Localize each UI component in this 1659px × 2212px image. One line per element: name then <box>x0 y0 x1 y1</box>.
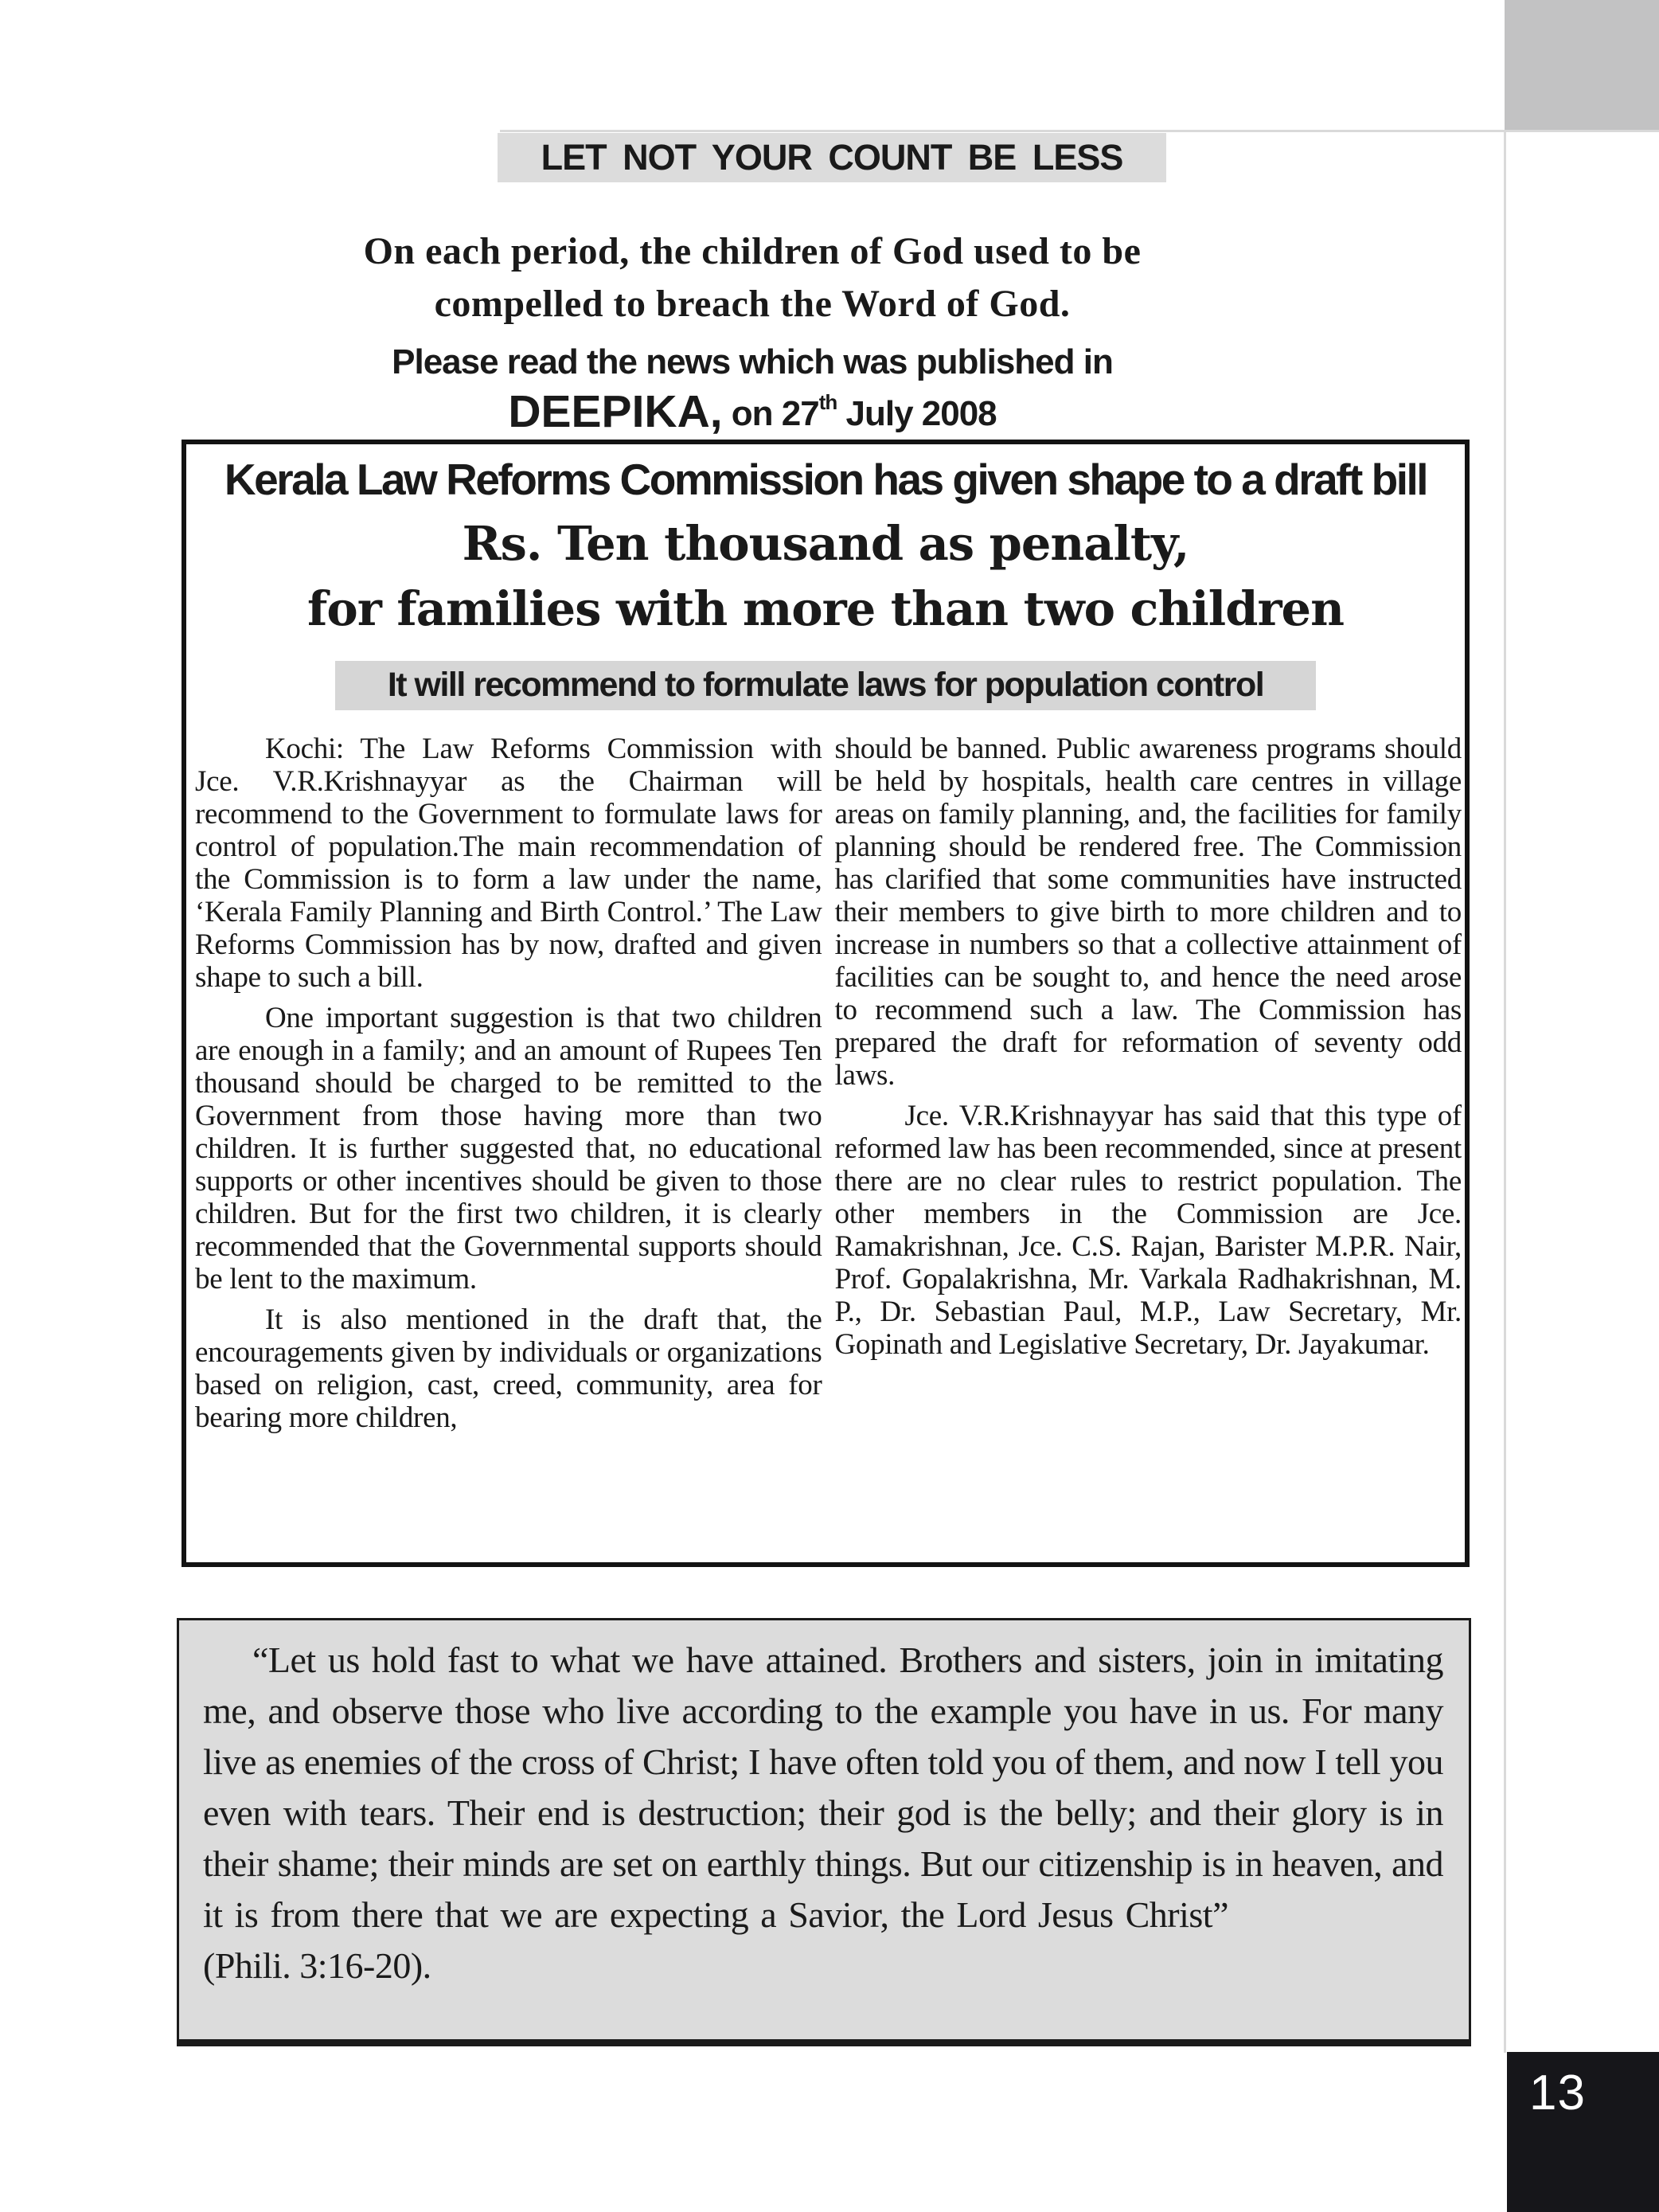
article-headline-main-1: Rs. Ten thousand as penalty, <box>462 516 1189 571</box>
intro-line-2: compelled to breach the Word of God. <box>434 283 1071 325</box>
page-title: LET NOT YOUR COUNT BE LESS <box>498 133 1166 182</box>
article-paragraph: should be banned. Public awareness programs should be held by hospitals, health care centres in village areas on family planning, and, the facilities for family planning should be rendered free. The Commission has clarified that some communities have instructed their members to give birth to more children and to increase in numbers so that a collective attainment of facilities can be sought to, and hence the need arose to recommend such a law. The Commission has prepared the draft for reformation of seventy odd laws. <box>834 733 1462 1092</box>
article-paragraph: Kochi: The Law Reforms Commission with Jce. V.R.Krishnayyar as the Chairman will recommend to the Government to formulate laws for control of population.The main recommendation of the Commission is to form a law under the name, ‘Kerala Family Planning and Birth Control.’ The Law Reforms Commission has by now, drafted and given shape to such a bill. <box>195 733 822 994</box>
article-subheadline: It will recommend to formulate laws for population control <box>335 661 1316 710</box>
article-paragraph: It is also mentioned in the draft that, the encouragements given by individuals or organizations based on religion, cast, creed, community, area for bearing more children, <box>195 1303 822 1434</box>
page-number: 13 <box>1529 2065 1586 2120</box>
article-paragraph: Jce. V.R.Krishnayyar has said that this type of reformed law has been recommended, since at present there are no clear rules to restrict population. The other members in the Commission are Jce. Ramakrishnan, Jce. C.S. Rajan, Barister M.P.R. Nair, Prof. Gopalakrishna, Mr. Varkala Radhakrishnan, M. P., Dr. Sebastian Paul, M.P., Law Secretary, Mr. Gopinath and Legislative Secretary, Dr. Jayakumar. <box>834 1100 1462 1361</box>
page-number-box <box>1507 2052 1659 2212</box>
publish-date-suffix: July 2008 <box>837 394 997 433</box>
scripture-quote <box>203 1635 1443 1991</box>
news-article-box <box>182 440 1470 1567</box>
article-column-right <box>835 733 1462 1557</box>
article-columns <box>195 733 1462 1557</box>
publish-note: Please read the news which was published in <box>392 342 1113 381</box>
scripture-quote-box <box>177 1618 1471 2046</box>
newspaper-name: DEEPIKA, <box>508 386 723 437</box>
scripture-reference: (Phili. 3:16-20). <box>203 1945 431 1986</box>
article-paragraph: One important suggestion is that two children are enough in a family; and an amount of Rupees Ten thousand should be charged to be remitted to the Government from those having more than two children. It is further suggested that, no educational supports or other incentives should be given to those children. But for the first two children, it is clearly recommended that the Governmental supports should be lent to the maximum. <box>195 1002 822 1296</box>
article-column-left <box>195 733 822 1557</box>
publish-source-line <box>0 385 1505 438</box>
article-headline-top: Kerala Law Reforms Commission has given shape to a draft bill <box>224 455 1427 504</box>
scripture-quote-text: “Let us hold fast to what we have attained. Brothers and sisters, join in imitating me, and observe those who live according to the example you have in us. For many live as enemies of the cross of Christ; I have often told you of them, and now I tell you even with tears. Their end is destruction; their god is the belly; and their glory is in their shame; their minds are set on earthly things. But our citizenship is in heaven, and it is from there that we are expecting a Savior, the Lord Jesus Christ” <box>203 1639 1443 1935</box>
horizontal-rule <box>500 130 1659 132</box>
article-headline-main-2: for families with more than two children <box>307 581 1344 636</box>
intro-line-1: On each period, the children of God used to be <box>363 230 1142 272</box>
publish-date-ordinal: th <box>818 390 837 414</box>
corner-gray-block <box>1505 0 1659 132</box>
publish-date-prefix: on 27 <box>722 394 819 433</box>
